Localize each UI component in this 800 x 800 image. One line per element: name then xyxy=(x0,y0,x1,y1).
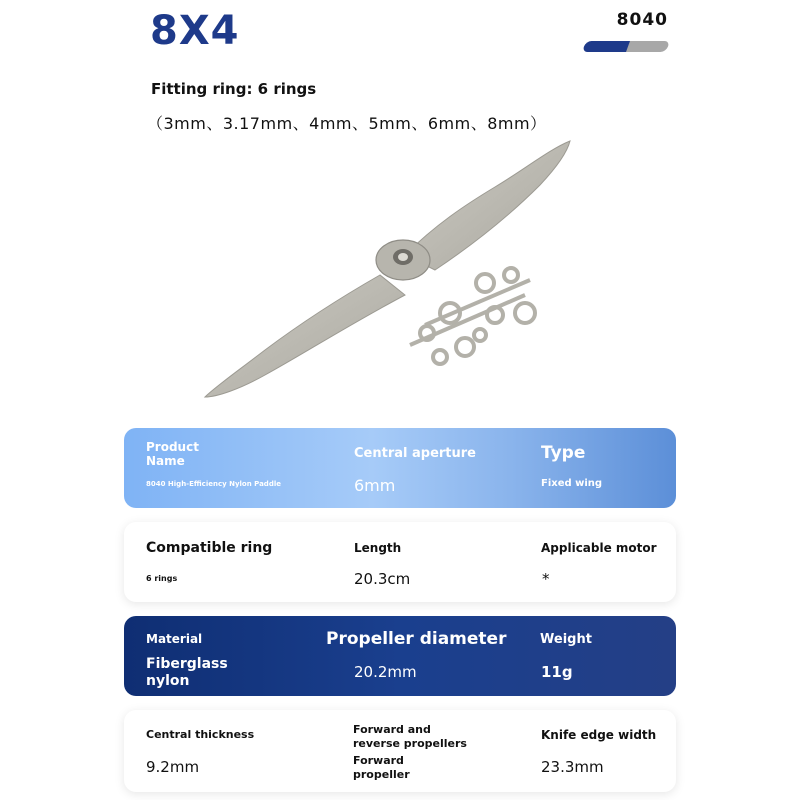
central-thickness-label: Central thickness xyxy=(146,728,255,741)
propeller-diameter-label: Propeller diameter xyxy=(326,629,507,649)
spec-card-material xyxy=(124,616,676,696)
propeller-diameter-value: 20.2mm xyxy=(354,663,417,681)
aperture-label: Central aperture xyxy=(354,446,476,461)
spec-card-dimensions xyxy=(124,522,676,602)
material-label: Material xyxy=(146,632,203,646)
spec-card-product xyxy=(124,428,676,508)
applicable-motor-value: * xyxy=(542,570,550,588)
product-name-label: Product Name xyxy=(146,440,199,468)
weight-label: Weight xyxy=(540,632,592,647)
length-value: 20.3cm xyxy=(354,570,411,588)
material-value: Fiberglass nylon xyxy=(146,656,228,689)
adapter-rings-sprue xyxy=(410,268,535,364)
weight-value: 11g xyxy=(541,663,573,681)
compatible-ring-value: 6 rings xyxy=(146,574,178,583)
direction-value: Forward propeller xyxy=(353,754,410,781)
length-label: Length xyxy=(354,541,402,555)
page-title: 8X4 xyxy=(150,8,240,54)
propeller-blade-lower xyxy=(205,275,405,397)
knife-edge-width-value: 23.3mm xyxy=(541,758,604,776)
type-value: Fixed wing xyxy=(541,478,603,489)
direction-label: Forward and reverse propellers xyxy=(353,723,467,750)
applicable-motor-label: Applicable motor xyxy=(541,541,657,555)
compatible-ring-label: Compatible ring xyxy=(146,540,273,556)
central-thickness-value: 9.2mm xyxy=(146,758,200,776)
propeller-blade-upper xyxy=(405,141,570,270)
propeller-product-image xyxy=(195,135,585,410)
product-name-value: 8040 High-Efficiency Nylon Paddle xyxy=(146,480,281,488)
brand-bar-grey xyxy=(626,41,670,52)
model-number: 8040 xyxy=(616,10,668,30)
type-label: Type xyxy=(541,443,586,463)
knife-edge-width-label: Knife edge width xyxy=(541,728,657,742)
spec-card-geometry xyxy=(124,710,676,792)
ring-sizes: （3mm、3.17mm、4mm、5mm、6mm、8mm） xyxy=(147,114,547,133)
aperture-value: 6mm xyxy=(354,476,396,495)
brand-bar xyxy=(584,41,668,52)
fitting-ring-heading: Fitting ring: 6 rings xyxy=(151,80,317,98)
